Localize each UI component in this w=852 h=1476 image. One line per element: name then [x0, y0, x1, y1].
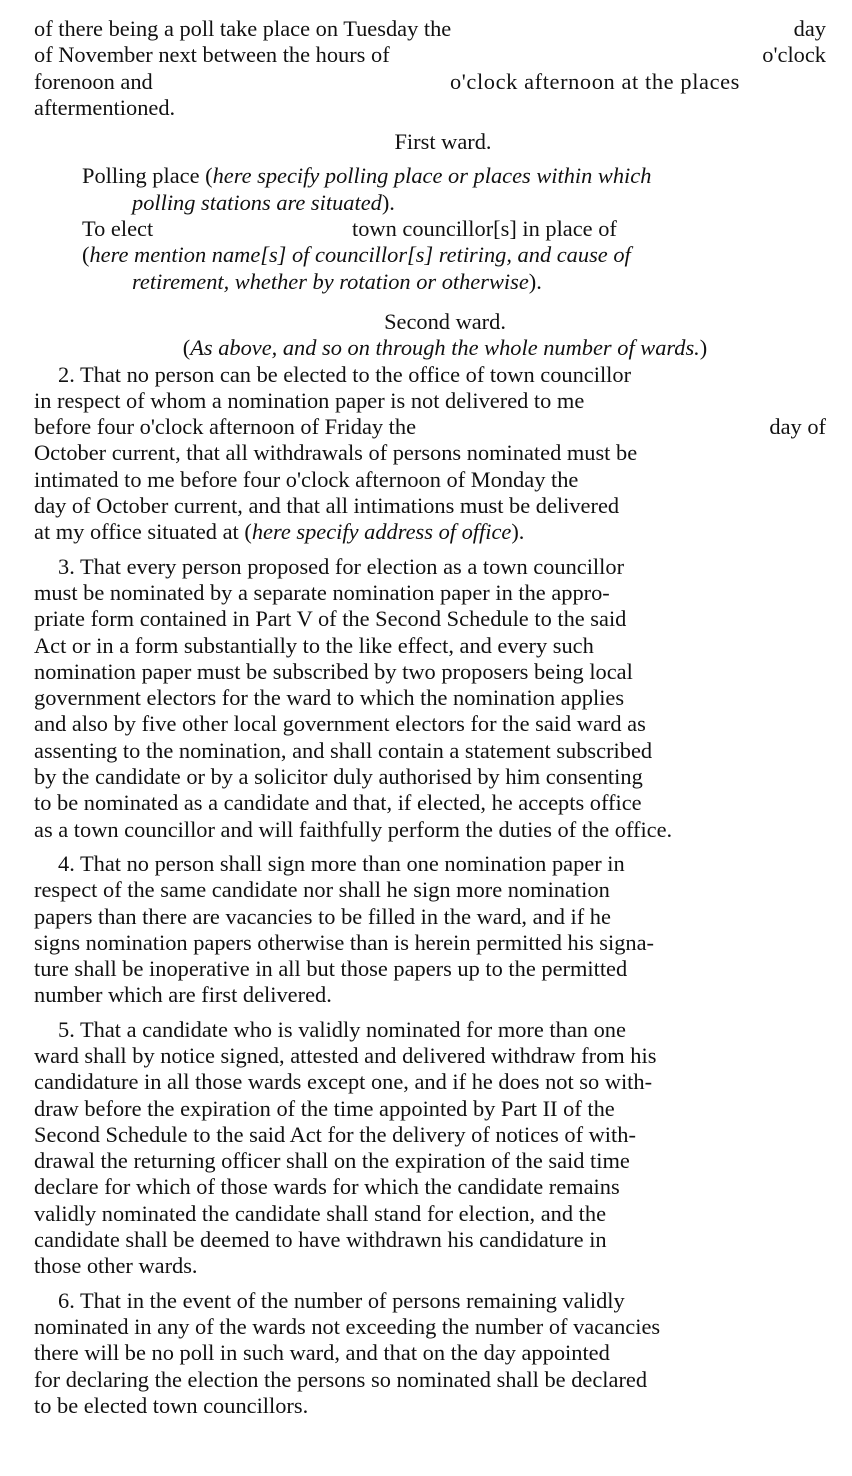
p4-line: number which are first delivered. [34, 982, 332, 1008]
paragraph-4 [34, 851, 826, 1009]
p5-line: candidate shall be deemed to have withdrawn his candidature in [34, 1227, 607, 1253]
p2-line-7: at my office situated at (here specify address of office). [34, 519, 525, 545]
mention-line-2: retirement, whether by rotation or otherwise). [132, 268, 542, 294]
p3-line: government electors for the ward to which the nomination applies [34, 685, 625, 711]
polling-place-line-1: Polling place (here specify polling place or places within which [82, 163, 652, 189]
p5-line: ward shall by notice signed, attested and delivered withdraw from his [34, 1042, 657, 1068]
p3-line: nomination paper must be subscribed by two proposers being local [34, 658, 633, 684]
paragraph-2 [34, 362, 826, 546]
p2-line-2: in respect of whom a nomination paper is not delivered to me [34, 387, 585, 413]
p5-line: 5. That a candidate who is validly nominated for more than one [58, 1016, 626, 1042]
p2-line-1: 2. That no person can be elected to the office of town councillor [58, 361, 632, 387]
p5-line: those other wards. [34, 1253, 198, 1279]
p5-line: Second Schedule to the said Act for the delivery of notices of with- [34, 1121, 636, 1147]
intro-line-1: of there being a poll take place on Tuesday the day [34, 16, 826, 41]
p3-line: Act or in a form substantially to the like effect, and every such [34, 632, 594, 658]
p6-line: to be elected town councillors. [34, 1392, 309, 1418]
p3-line: and also by five other local government electors for the said ward as [34, 711, 646, 737]
p4-line: respect of the same candidate nor shall he sign more nomination [34, 877, 610, 903]
first-ward-heading: First ward. [394, 129, 492, 155]
p5-line: draw before the expiration of the time appointed by Part II of the [34, 1095, 615, 1121]
p4-line: papers than there are vacancies to be filled in the ward, and if he [34, 903, 611, 929]
mention-line-1: (here mention name[s] of councillor[s] retiring, and cause of [82, 242, 631, 268]
paragraph-6 [34, 1288, 826, 1419]
p3-line: 3. That every person proposed for election as a town councillor [58, 553, 625, 579]
intro-line-2: of November next between the hours of o'clock [34, 42, 826, 68]
first-ward-section [34, 129, 826, 295]
p5-line: validly nominated the candidate shall stand for election, and the [34, 1200, 607, 1226]
p2-line-5: intimated to me before four o'clock afternoon of Monday the [34, 466, 579, 492]
p3-line: as a town councillor and will faithfully perform the duties of the office. [34, 816, 673, 842]
p2-line-3: before four o'clock afternoon of Friday the day of [34, 414, 826, 440]
intro-paragraph [34, 16, 826, 121]
p3-line: must be nominated by a separate nomination paper in the appro- [34, 579, 610, 605]
p2-line-4: October current, that all withdrawals of persons nominated must be [34, 440, 638, 466]
p3-line: to be nominated as a candidate and that, if elected, he accepts office [34, 790, 642, 816]
polling-place-line-2: polling stations are situated). [132, 189, 395, 215]
p4-line: 4. That no person shall sign more than one nomination paper in [58, 850, 625, 876]
intro-line-3: forenoon and o'clock afternoon at the places [34, 68, 740, 94]
second-ward-note: (As above, and so on through the whole number of wards.) [182, 335, 708, 361]
p4-line: signs nomination papers otherwise than is herein permitted his signa- [34, 929, 654, 955]
p6-line: there will be no poll in such ward, and that on the day appointed [34, 1340, 610, 1366]
p6-line: for declaring the election the persons so nominated shall be declared [34, 1366, 648, 1392]
paragraph-3 [34, 554, 826, 843]
p3-line: by the candidate or by a solicitor duly authorised by him consenting [34, 764, 643, 790]
p3-line: assenting to the nomination, and shall contain a statement subscribed [34, 737, 653, 763]
p6-line: nominated in any of the wards not exceeding the number of vacancies [34, 1313, 661, 1339]
p5-line: candidature in all those wards except one, and if he does not so with- [34, 1069, 653, 1095]
p6-line: 6. That in the event of the number of persons remaining validly [58, 1287, 625, 1313]
intro-line-4: aftermentioned. [34, 94, 176, 120]
second-ward-heading: Second ward. [384, 308, 506, 334]
p2-line-6: day of October current, and that all intimations must be delivered [34, 493, 620, 519]
second-ward-section [34, 309, 826, 362]
to-elect-line: To elect town councillor[s] in place of [82, 216, 617, 242]
paragraph-5 [34, 1017, 826, 1280]
p4-line: ture shall be inoperative in all but those papers up to the permitted [34, 956, 628, 982]
p5-line: declare for which of those wards for which the candidate remains [34, 1174, 620, 1200]
p3-line: priate form contained in Part V of the Second Schedule to the said [34, 606, 627, 632]
p5-line: drawal the returning officer shall on the expiration of the said time [34, 1148, 630, 1174]
